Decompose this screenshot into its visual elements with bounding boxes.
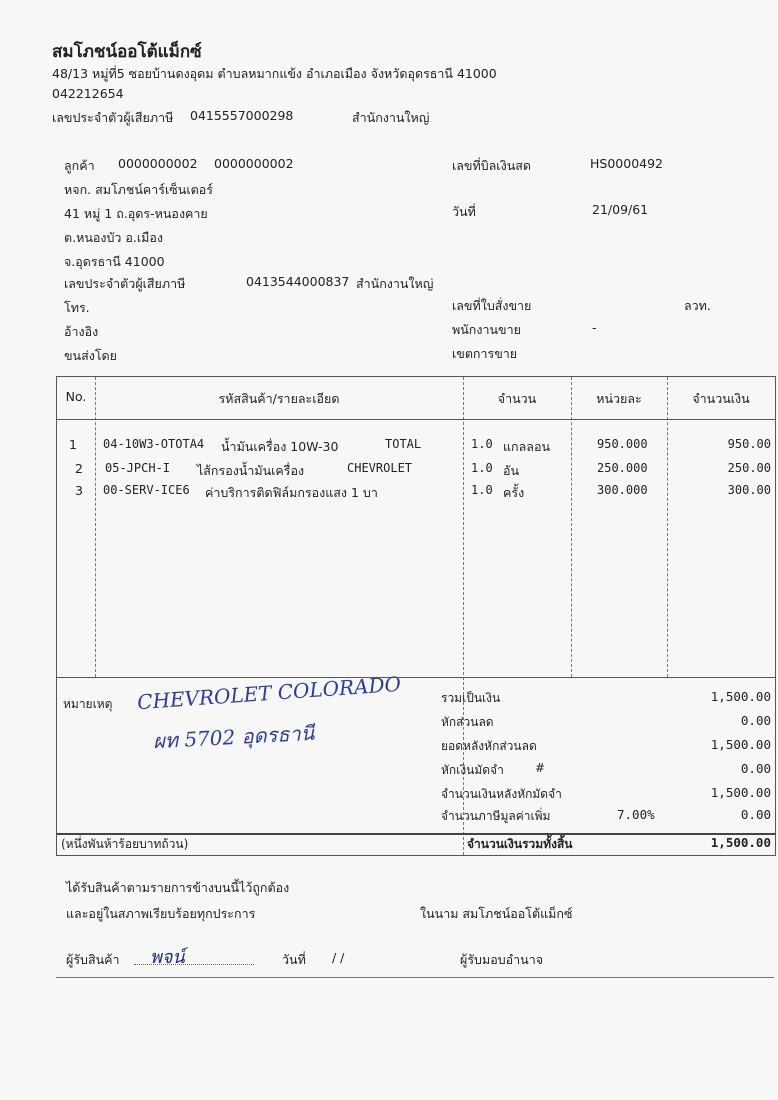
receiver-sign-line [134,964,254,965]
row-description: ไส้กรองน้ำมันเครื่อง [197,463,305,478]
row-code: 04-10W3-OTOTA4 [103,437,205,451]
deposit-label: หักเงินมัดจำ [441,763,504,777]
total-value: 1,500.00 [710,689,771,704]
after-discount-label: ยอดหลังหักส่วนลด [441,739,537,753]
customer-tax-id: 0413544000837 [246,274,350,289]
company-tax-id: 0415557000298 [190,108,294,123]
on-behalf-of: ในนาม สมโภชน์ออโต้แม็กซ์ [420,906,573,921]
header-amount: จำนวนเงิน [692,391,750,406]
col-divider [463,377,464,855]
handwritten-vehicle: CHEVROLET COLORADO [136,671,402,715]
customer-branch: สำนักงานใหญ่ [356,276,434,291]
received-statement-1: ได้รับสินค้าตามรายการข้างบนนี้ไว้ถูกต้อง [66,880,290,895]
vat-rate: 7.00% [617,807,655,822]
header-divider [57,419,775,420]
company-branch: สำนักงานใหญ่ [352,110,430,125]
order-no-label: เลขที่ใบสั่งขาย [452,298,532,313]
after-deposit-value: 1,500.00 [710,785,771,800]
receive-date-label: วันที่ [282,952,306,967]
row-amount: 950.00 [727,437,771,451]
customer-tel-label: โทร. [64,300,90,315]
receiver-label: ผู้รับสินค้า [66,952,120,967]
row-no: 2 [75,461,83,476]
row-description: น้ำมันเครื่อง 10W-30 [221,439,339,454]
receive-date-blank: / / [332,950,345,965]
vat-label: จำนวนภาษีมูลค่าเพิ่ม [441,809,551,823]
row-no: 3 [75,483,83,498]
customer-address-2: ต.หนองบัว อ.เมือง [64,230,164,245]
signature-section [56,862,774,978]
customer-label: ลูกค้า [64,158,95,173]
company-phone: 042212654 [52,86,124,101]
row-qty: 1.0 [471,437,493,451]
order-no-value: ลวท. [684,298,711,313]
company-address: 48/13 หมู่ที่5 ซอยบ้านดงอุดม ตำบลหมากแข้ง อำเภอเมือง จังหวัดอุดรธานี 41000 [52,66,497,81]
amount-in-words: (หนึ่งพันห้าร้อยบาทถ้วน) [61,837,189,851]
items-table [56,376,776,856]
grand-total-value: 1,500.00 [710,835,771,850]
customer-tax-label: เลขประจำตัวผู้เสียภาษี [64,276,186,291]
customer-ship-label: ขนส่งโดย [64,348,117,363]
customer-address-3: จ.อุดรธานี 41000 [64,254,165,269]
customer-name: หจก. สมโภชน์คาร์เซ็นเตอร์ [64,182,213,197]
after-deposit-label: จำนวนเงินหลังหักมัดจำ [441,787,562,801]
company-name: สมโภชน์ออโต้แม็กซ์ [52,42,202,62]
grand-total-label: จำนวนเงินรวมทั้งสิ้น [467,837,573,851]
receiver-signature: พจน์ [150,947,185,968]
vat-value: 0.00 [740,807,771,822]
row-no: 1 [69,437,77,452]
col-divider [667,377,668,677]
row-amount: 250.00 [727,461,771,475]
row-brand: TOTAL [385,437,422,451]
customer-address-1: 41 หมู่ 1 ถ.อุดร-หนองคาย [64,206,208,221]
bill-no-value: HS0000492 [590,156,664,171]
header-quantity: จำนวน [497,391,537,406]
received-statement-2: และอยู่ในสภาพเรียบร้อยทุกประการ [66,906,256,921]
bill-no-label: เลขที่บิลเงินสด [452,158,531,173]
after-discount-value: 1,500.00 [710,737,771,752]
company-tax-label: เลขประจำตัวผู้เสียภาษี [52,110,174,125]
customer-ref-label: อ้างอิง [64,324,99,339]
col-divider [95,377,96,677]
row-description: ค่าบริการติดฟิล์มกรองแสง 1 บา [205,485,378,500]
salesman-label: พนักงานขาย [452,322,521,337]
row-unit: อัน [503,463,520,478]
row-price: 250.000 [597,461,648,475]
row-amount: 300.00 [727,483,771,497]
total-label: รวมเป็นเงิน [441,691,501,705]
discount-value: 0.00 [740,713,771,728]
customer-code-1: 0000000002 [118,156,198,171]
authorized-label: ผู้รับมอบอำนาจ [460,952,544,967]
row-brand: CHEVROLET [347,461,413,475]
row-code: 00-SERV-ICE6 [103,483,190,497]
body-divider [57,677,775,678]
date-value: 21/09/61 [592,202,649,217]
row-qty: 1.0 [471,483,493,497]
row-unit: แกลลอน [503,439,550,454]
row-unit: ครั้ง [503,485,525,500]
col-divider [571,377,572,677]
sales-area-label: เขตการขาย [452,346,518,361]
header-no: No. [65,389,87,404]
row-price: 950.000 [597,437,648,451]
header-unit-price: หน่วยละ [596,391,642,406]
remarks-label: หมายเหตุ [63,697,113,711]
deposit-value: 0.00 [740,761,771,776]
salesman-value: - [592,320,597,335]
row-qty: 1.0 [471,461,493,475]
discount-label: หักส่วนลด [441,715,494,729]
row-code: 05-JPCH-I [105,461,171,475]
deposit-mark: # [535,761,546,775]
customer-code-2: 0000000002 [214,156,294,171]
date-label: วันที่ [452,204,476,219]
handwritten-plate: ผท 5702 อุดรธานี [152,720,315,754]
row-price: 300.000 [597,483,648,497]
header-description: รหัสสินค้า/รายละเอียด [218,391,340,406]
